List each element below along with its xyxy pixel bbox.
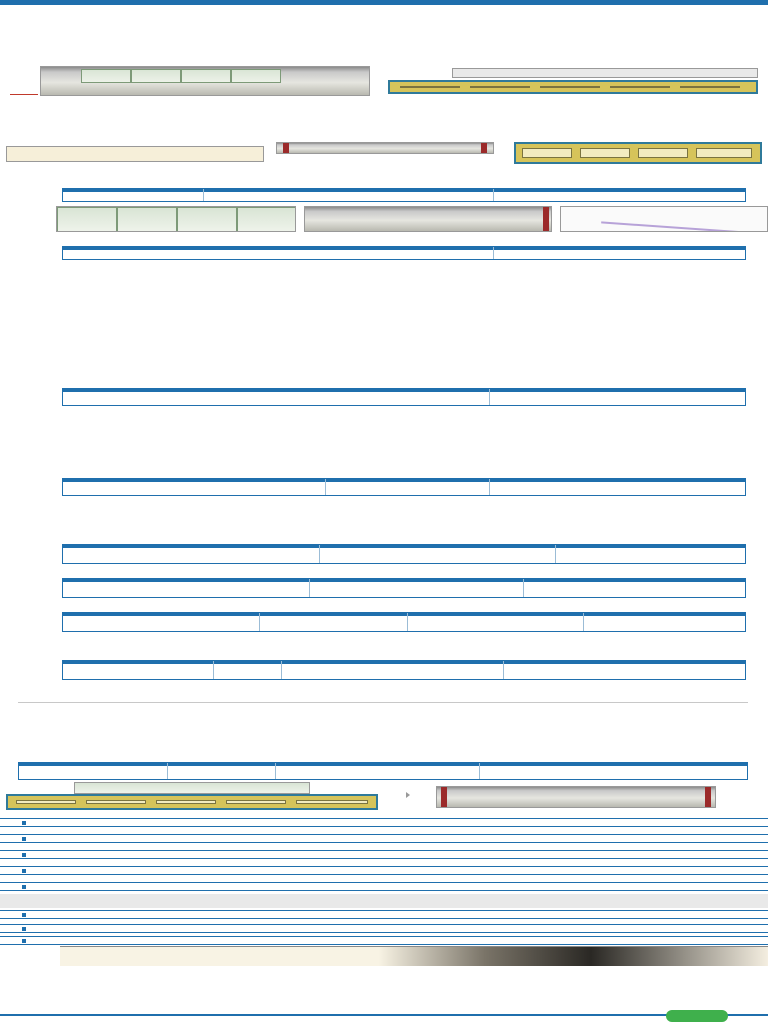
intro-paragraph	[18, 34, 738, 62]
scanned-image-strip	[60, 946, 768, 966]
table-header	[63, 479, 745, 482]
section-text	[18, 276, 738, 376]
nav-row[interactable]	[0, 818, 768, 827]
data-table	[62, 578, 746, 598]
sheet-cell	[81, 69, 131, 83]
photo-document-4	[436, 786, 716, 808]
section-text	[18, 512, 738, 540]
table-divider	[493, 189, 494, 201]
nav-row[interactable]	[0, 882, 768, 891]
strip-box	[580, 148, 630, 158]
data-table	[62, 388, 746, 406]
sheet-cell	[237, 207, 296, 232]
table-divider	[555, 545, 556, 563]
table-divider	[503, 661, 504, 679]
nav-row[interactable]	[0, 924, 768, 933]
strip-box	[470, 86, 530, 88]
table-header	[63, 661, 745, 664]
table-divider	[281, 661, 282, 679]
section-text	[18, 168, 718, 188]
table-header	[63, 579, 745, 582]
nav-row[interactable]	[0, 866, 768, 875]
data-table	[62, 544, 746, 564]
table-divider	[309, 579, 310, 597]
strip-box	[540, 86, 600, 88]
red-edge	[543, 207, 549, 231]
sheet-cell	[117, 207, 177, 232]
red-edge	[283, 143, 289, 153]
data-table	[62, 660, 746, 680]
data-table	[62, 246, 746, 260]
table-divider	[493, 247, 494, 259]
sheet-thumbnail	[81, 69, 281, 83]
table-divider	[325, 479, 326, 495]
sheet-cell	[231, 69, 281, 83]
nav-row[interactable]	[0, 936, 768, 945]
strip-box	[522, 148, 572, 158]
table-divider	[489, 389, 490, 405]
table-divider	[213, 661, 214, 679]
grey-band	[0, 894, 768, 908]
table-header	[63, 545, 745, 548]
bottom-accent-bar	[0, 1014, 768, 1016]
highlighted-strip-1	[388, 80, 758, 94]
section-text	[18, 110, 738, 140]
red-edge	[705, 787, 711, 807]
arrow-icon	[406, 792, 410, 798]
photo-document-1	[40, 66, 370, 96]
paper-thumbnail	[6, 146, 264, 162]
grey-table-thumbnail	[452, 68, 758, 78]
photo-document-3	[304, 206, 552, 232]
red-edge	[441, 787, 447, 807]
action-button[interactable]	[666, 1010, 728, 1022]
table-divider	[167, 763, 168, 779]
nav-row[interactable]	[0, 834, 768, 843]
red-rule	[10, 94, 38, 95]
table-divider	[583, 613, 584, 631]
strip-box	[400, 86, 460, 88]
bullet-icon	[22, 939, 26, 943]
data-table	[62, 188, 746, 202]
strip-box	[696, 148, 752, 158]
scanned-form-thumbnail	[560, 206, 768, 232]
highlighted-strip-3	[6, 794, 378, 810]
table-header	[63, 613, 745, 616]
divider	[18, 702, 748, 703]
table-divider	[479, 763, 480, 779]
sheet-cell	[131, 69, 181, 83]
table-divider	[203, 189, 204, 201]
strip-box	[156, 800, 216, 804]
sheet-cell	[177, 207, 237, 232]
data-table	[18, 762, 748, 780]
strip-box	[610, 86, 670, 88]
table-divider	[259, 613, 260, 631]
sheet-cell	[181, 69, 231, 83]
bullet-icon	[22, 869, 26, 873]
strip-box	[296, 800, 368, 804]
top-accent-bar	[0, 0, 768, 5]
strip-box	[638, 148, 688, 158]
table-header	[63, 389, 745, 392]
bullet-icon	[22, 927, 26, 931]
table-header	[63, 189, 745, 192]
bullet-icon	[22, 853, 26, 857]
table-header	[63, 247, 745, 250]
table-divider	[275, 763, 276, 779]
sheet-thumbnail-small	[74, 782, 310, 794]
signature-stroke	[601, 221, 761, 232]
strip-box	[680, 86, 740, 88]
table-divider	[319, 545, 320, 563]
highlighted-strip-2	[514, 142, 762, 164]
red-edge	[481, 143, 487, 153]
photo-document-2	[276, 142, 494, 154]
bullet-icon	[22, 913, 26, 917]
strip-box	[226, 800, 286, 804]
nav-row[interactable]	[0, 910, 768, 919]
table-divider	[523, 579, 524, 597]
table-header	[19, 763, 747, 766]
data-table	[62, 478, 746, 496]
sheet-thumbnail-large	[56, 206, 296, 232]
section-text	[18, 424, 738, 476]
bullet-icon	[22, 821, 26, 825]
sheet-cell	[57, 207, 117, 232]
table-divider	[489, 479, 490, 495]
strip-box	[86, 800, 146, 804]
bullet-icon	[22, 885, 26, 889]
bullet-icon	[22, 837, 26, 841]
nav-row[interactable]	[0, 850, 768, 859]
strip-box	[16, 800, 76, 804]
table-divider	[407, 613, 408, 631]
data-table	[62, 612, 746, 632]
